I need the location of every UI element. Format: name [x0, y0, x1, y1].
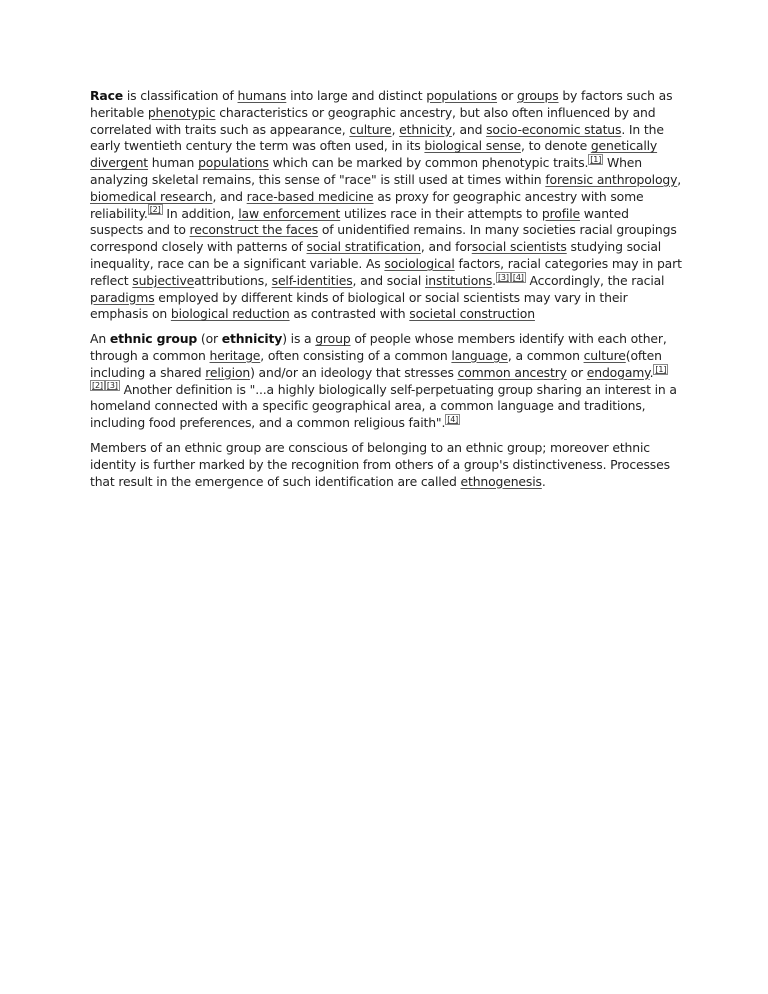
text-run: Accordingly, the racial: [525, 272, 665, 288]
text-run: attributions,: [194, 272, 272, 288]
text-run: .: [541, 473, 546, 489]
text-run: , and for: [420, 239, 472, 255]
link-ethnicity[interactable]: ethnicity: [399, 121, 452, 137]
link-ethnogenesis[interactable]: ethnogenesis: [460, 473, 542, 489]
link-reconstruct-the-faces[interactable]: reconstruct the faces: [189, 222, 319, 238]
citation-link[interactable]: [3]: [106, 381, 118, 391]
link-populations[interactable]: populations: [198, 155, 269, 171]
link-populations[interactable]: populations: [426, 88, 498, 103]
text-run: ) and/or an ideology that stresses: [250, 364, 458, 380]
link-paradigms[interactable]: paradigms: [90, 289, 155, 305]
link-culture[interactable]: culture: [583, 347, 626, 363]
citation-link[interactable]: [1]: [655, 364, 667, 374]
link-endogamy[interactable]: endogamy: [586, 364, 650, 380]
text-run: as contrasted with: [289, 306, 410, 322]
link-institutions[interactable]: institutions: [425, 272, 493, 288]
text-run: utilizes race in their attempts to: [340, 205, 542, 221]
link-common-ancestry[interactable]: common ancestry: [457, 364, 567, 380]
text-run: wanted suspects and to: [90, 205, 629, 238]
text-run: ,: [677, 171, 682, 187]
text-run: is classification of: [123, 88, 238, 103]
text-run: which can be marked by common phenotypic traits.: [268, 155, 589, 171]
paragraph-race: [90, 88, 682, 323]
text-run: human: [148, 155, 199, 171]
link-race-based-medicine[interactable]: race-based medicine: [246, 188, 374, 204]
link-genetically-divergent[interactable]: genetically divergent: [90, 138, 658, 171]
text-run: characteristics or geographic ancestry, but also often influenced by and correlated with traits such as appearance,: [90, 104, 656, 137]
bold-term-ethnic-group: ethnic group: [109, 331, 198, 347]
citation-link[interactable]: [2]: [149, 205, 161, 215]
document-body: [90, 88, 682, 498]
text-run: .: [492, 272, 496, 288]
link-biological-sense[interactable]: biological sense: [424, 138, 522, 154]
text-run: In addition,: [162, 205, 239, 221]
text-run: , and: [212, 188, 247, 204]
text-run: or: [566, 364, 587, 380]
text-run: , to denote: [521, 138, 591, 154]
link-self-identities[interactable]: self-identities: [271, 272, 353, 288]
text-run: An: [90, 331, 110, 347]
link-religion[interactable]: religion: [205, 364, 251, 380]
text-run: , a common: [507, 347, 584, 363]
link-sociological[interactable]: sociological: [384, 255, 455, 271]
link-law-enforcement[interactable]: law enforcement: [238, 205, 341, 221]
link-language[interactable]: language: [451, 347, 508, 363]
text-run: as proxy for geographic ancestry with some reliability.: [90, 188, 644, 221]
text-run: ,: [391, 121, 400, 137]
link-social-stratification[interactable]: social stratification: [306, 239, 421, 255]
link-profile[interactable]: profile: [541, 205, 580, 221]
link-social-scientists[interactable]: social scientists: [471, 239, 567, 255]
text-run: Another definition is "...a highly biologically self-perpetuating group sharing an interest in a homeland connected with a specific geographical area, a common language and traditions, including food preferences, and a common religious faith".: [90, 381, 677, 431]
bold-term-race: Race: [90, 88, 124, 103]
paragraph-ethnic-group: [90, 331, 682, 432]
citation-link[interactable]: [1]: [590, 155, 602, 165]
text-run: When analyzing skeletal remains, this sense of "race" is still used at times within: [90, 155, 642, 187]
text-run: (or: [197, 331, 222, 347]
link-biological-reduction[interactable]: biological reduction: [170, 306, 290, 322]
text-run: ) is a: [282, 331, 316, 347]
text-run: of unidentified remains. In many societies racial groupings correspond closely with patterns of: [90, 222, 677, 255]
bold-term-ethnicity: ethnicity: [221, 331, 283, 347]
text-run: , and social: [352, 272, 425, 288]
link-heritage[interactable]: heritage: [209, 347, 261, 363]
link-culture[interactable]: culture: [349, 121, 392, 137]
text-run: factors, racial categories may in part reflect: [90, 255, 682, 288]
link-socio-economic-status[interactable]: socio-economic status: [486, 121, 622, 137]
link-biomedical-research[interactable]: biomedical research: [90, 188, 213, 204]
link-humans[interactable]: humans: [237, 88, 287, 103]
text-run: . In the early twentieth century the term was often used, in its: [90, 121, 664, 154]
text-run: .: [649, 364, 654, 380]
citation-link[interactable]: [4]: [447, 415, 459, 425]
citation-link[interactable]: [4]: [512, 272, 524, 282]
text-run: of people whose members identify with each other, through a common: [90, 331, 667, 363]
paragraph-ethnic-identity: [90, 440, 682, 490]
link-phenotypic[interactable]: phenotypic: [147, 104, 216, 120]
link-subjective[interactable]: subjective: [132, 272, 195, 288]
link-forensic-anthropology[interactable]: forensic anthropology: [545, 171, 678, 187]
link-groups[interactable]: groups: [516, 88, 559, 103]
citation-link[interactable]: [2]: [92, 381, 103, 391]
text-run: , and: [451, 121, 487, 137]
text-run: studying social inequality, race can be a significant variable. As: [90, 239, 662, 271]
text-run: or: [497, 88, 517, 103]
citation-link[interactable]: [3]: [497, 272, 509, 282]
text-run: by factors such as heritable: [90, 88, 673, 120]
text-run: Members of an ethnic group are conscious of belonging to an ethnic group; moreover ethnic identity is further marked by the recognition from others of a group's distinctiveness. Processes that result in the emergence of such identification are called: [90, 439, 670, 489]
link-group[interactable]: group: [315, 331, 351, 347]
link-societal-construction[interactable]: societal construction: [409, 306, 535, 322]
text-run: employed by different kinds of biological or social scientists may vary in their emphasis on: [90, 289, 628, 322]
text-run: (often including a shared: [90, 347, 662, 380]
text-run: into large and distinct: [286, 88, 427, 103]
text-run: , often consisting of a common: [260, 347, 452, 363]
